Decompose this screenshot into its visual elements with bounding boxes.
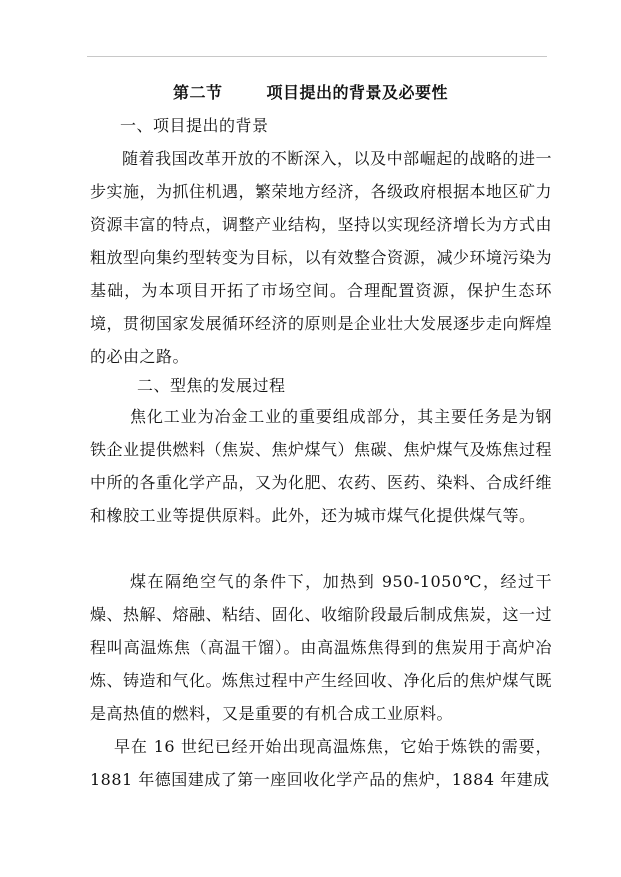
paragraph-background: 随着我国改革开放的不断深入，以及中部崛起的战略的进一步实施，为抓住机遇，繁荣地方经济，各级政府根据本地区矿力资源丰富的特点，调整产业结构，坚持以实现经济增长为方式由粗放型向集约型转变为目标，以有效整合资源，减少环境污染为基础，为本项目开拓了市场空间。合理配置资源，保护生态环境，贯彻国家发展循环经济的原则是企业壮大发展逐步走向辉煌的必由之路。	[90, 149, 553, 366]
subheading-development: 二、型焦的发展过程	[137, 376, 286, 395]
section-number: 第二节	[172, 83, 223, 102]
section-title: 项目提出的背景及必要性	[266, 83, 449, 102]
paragraph-high-temperature-coking: 煤在隔绝空气的条件下，加热到 950-1050℃，经过干燥、热解、熔融、粘结、固化、收缩阶段最后制成焦炭，这一过程叫高温炼焦（高温干馏）。由高温炼焦得到的焦炭用于高炉冶炼、铸造和气化。炼焦过程中产生经回收、净化后的焦炉煤气既是高热值的燃料，又是重要的有机合成工业原料。	[90, 572, 553, 723]
paragraph-coking-industry: 焦化工业为冶金工业的重要组成部分，其主要任务是为钢铁企业提供燃料（焦炭、焦炉煤气）焦碳、焦炉煤气及炼焦过程中所的各重化学产品，又为化肥、农药、医药、染料、合成纤维和橡胶工业等提供原料。此外，还为城市煤气化提供煤气等。	[90, 407, 553, 525]
paragraph-history: 早在 16 世纪已经开始出现高温炼焦，它始于炼铁的需要，1881 年德国建成了第一座回收化学产品的焦炉，1884 年建成	[90, 737, 552, 789]
section-heading	[0, 80, 621, 103]
subheading-background: 一、项目提出的背景	[120, 116, 269, 135]
header-rule	[87, 56, 547, 57]
